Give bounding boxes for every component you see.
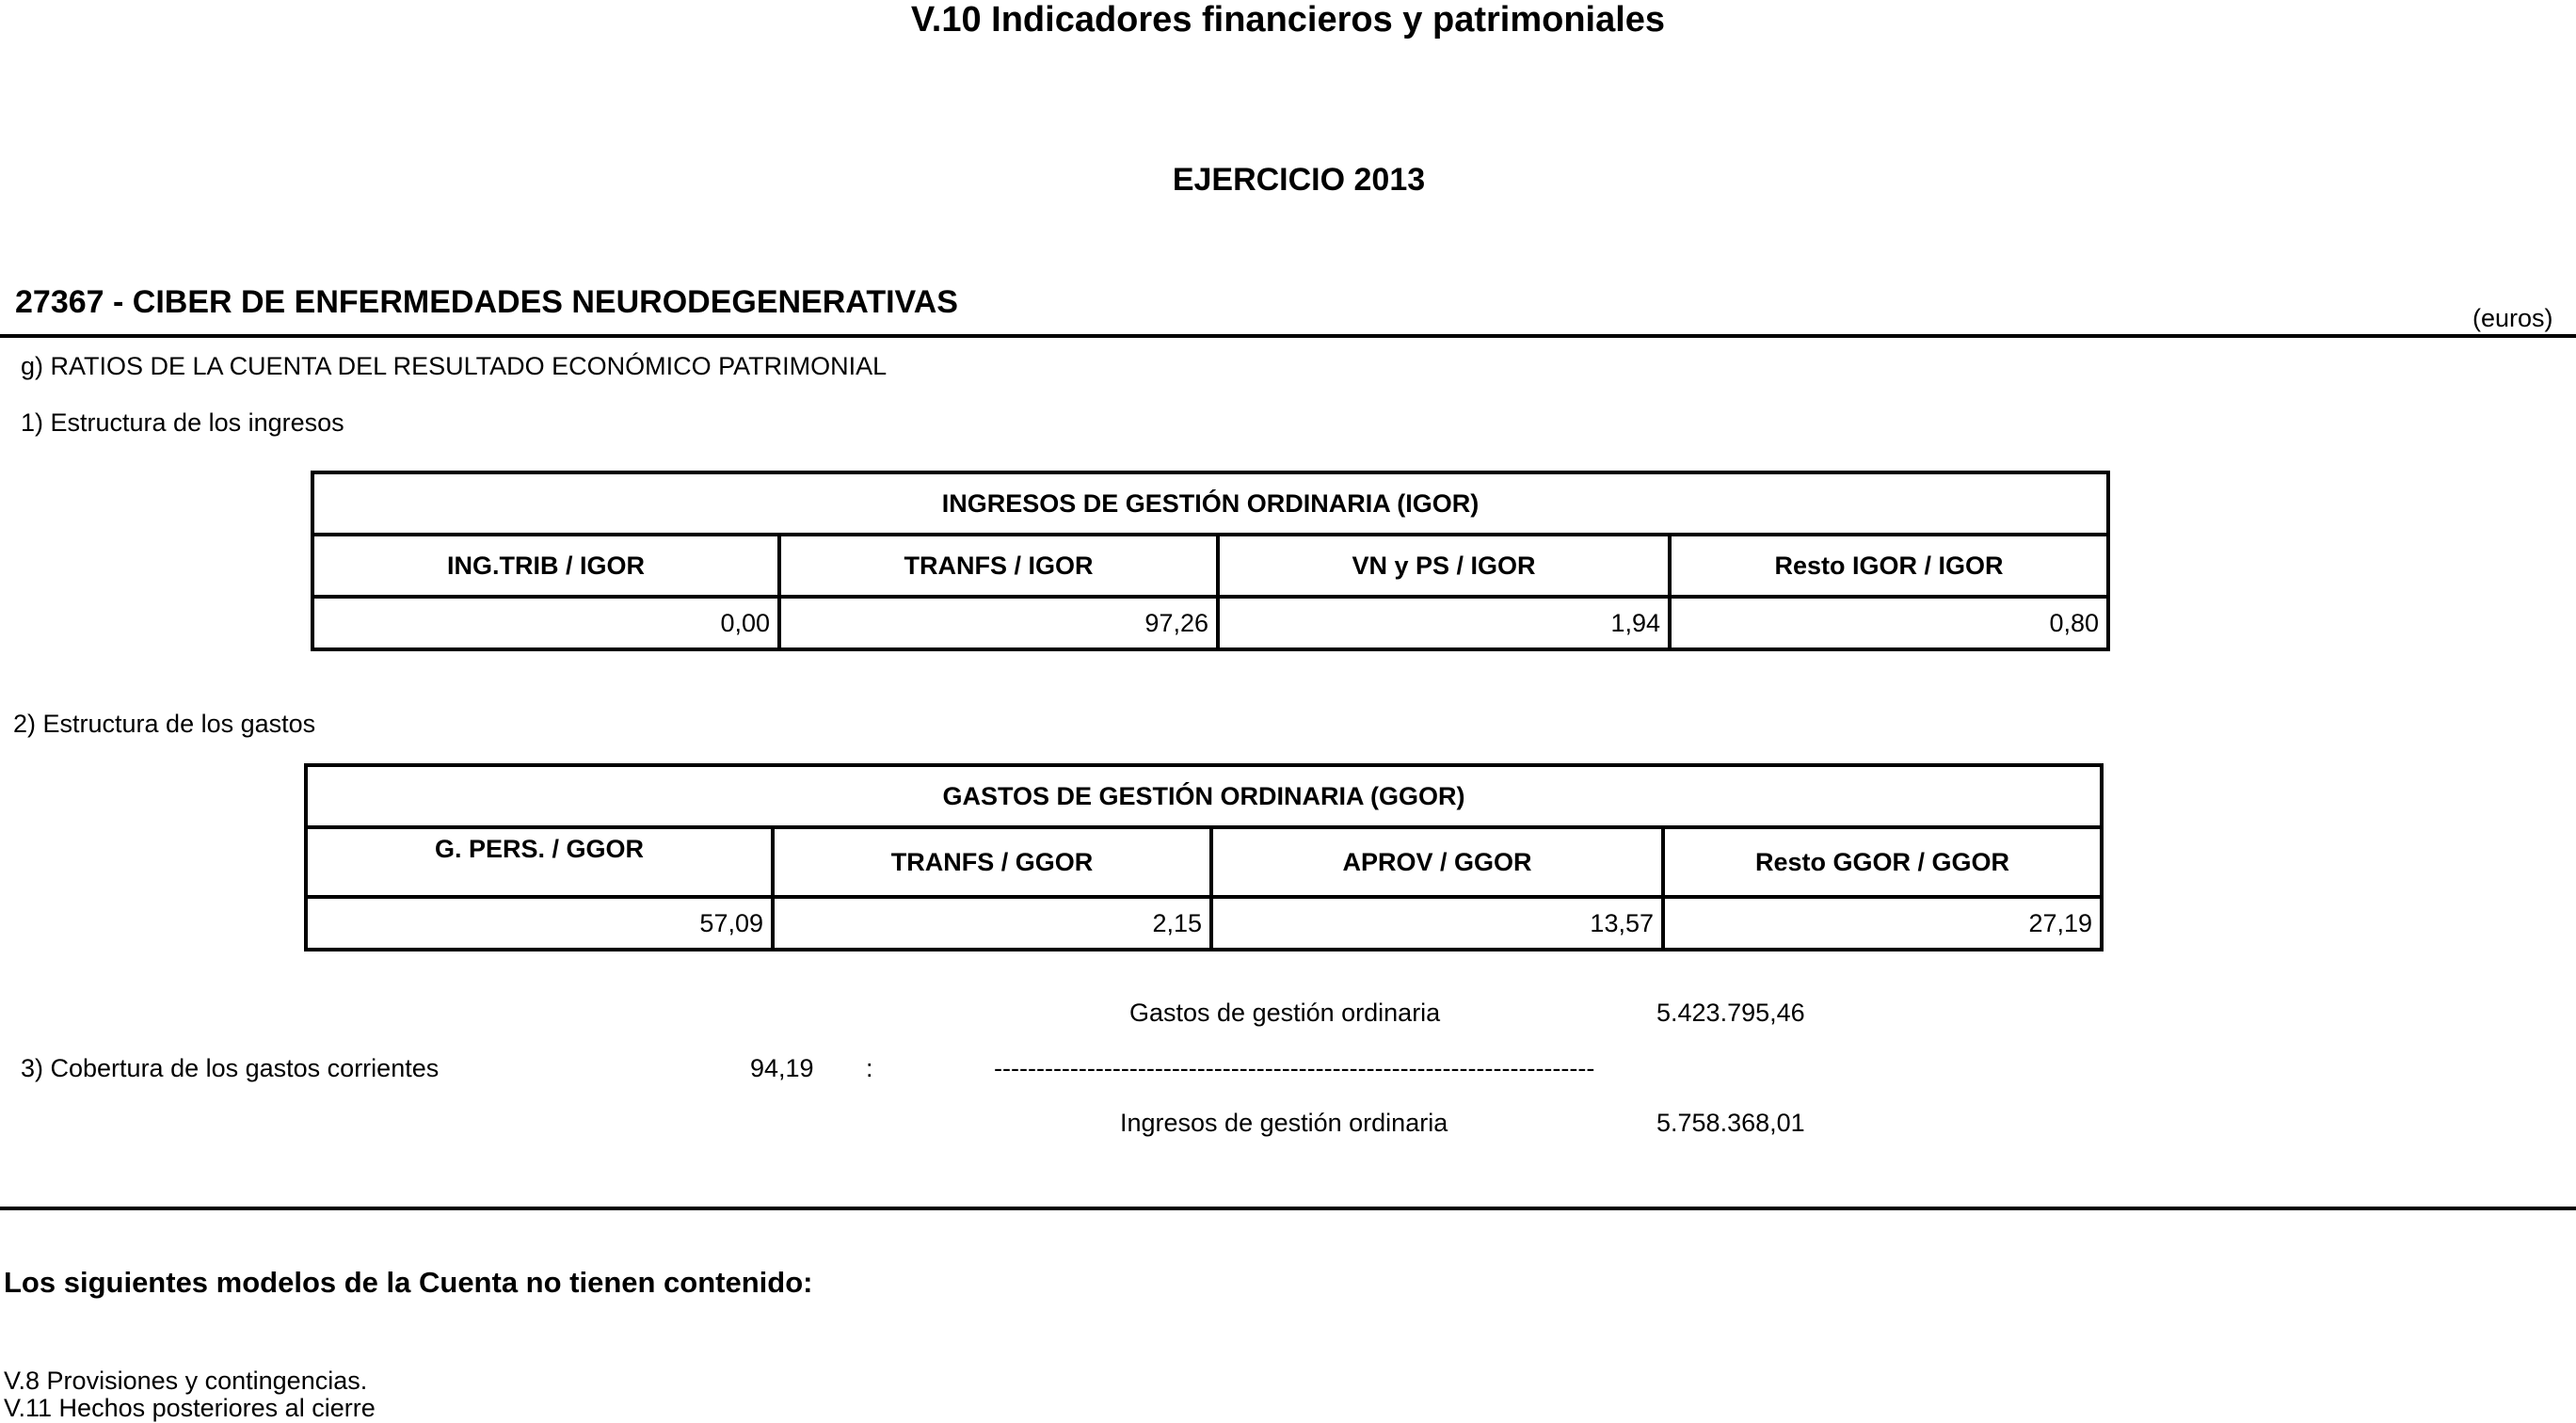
denominator-label: Ingresos de gestión ordinaria <box>1120 1109 1448 1137</box>
col-header-resto-igor: Resto IGOR / IGOR <box>1670 535 2108 597</box>
value-vn-ps-igor: 1,94 <box>1218 597 1670 649</box>
empty-models-note: Los siguientes modelos de la Cuenta no tienen contenido: <box>4 1266 813 1299</box>
col-header-aprov-ggor: APROV / GGOR <box>1211 827 1663 897</box>
denominator-value: 5.758.368,01 <box>1656 1109 1805 1137</box>
footer-item-hechos: V.11 Hechos posteriores al cierre <box>4 1394 376 1422</box>
ingresos-ratio-table <box>311 471 2110 651</box>
entity-name: 27367 - CIBER DE ENFERMEDADES NEURODEGENERATIVAS <box>15 284 958 320</box>
value-resto-ggor: 27,19 <box>1663 897 2102 950</box>
value-ing-trib: 0,00 <box>312 597 779 649</box>
col-header-vn-ps-igor: VN y PS / IGOR <box>1218 535 1670 597</box>
col-header-resto-ggor: Resto GGOR / GGOR <box>1663 827 2102 897</box>
cobertura-value: 94,19 <box>750 1054 814 1082</box>
cobertura-colon: : <box>866 1054 873 1082</box>
numerator-value: 5.423.795,46 <box>1656 999 1805 1027</box>
header-divider <box>0 334 2576 338</box>
gastos-label: 2) Estructura de los gastos <box>13 710 316 738</box>
section-heading: g) RATIOS DE LA CUENTA DEL RESULTADO ECONÓMICO PATRIMONIAL <box>21 352 888 380</box>
numerator-label: Gastos de gestión ordinaria <box>1129 999 1441 1027</box>
value-resto-igor: 0,80 <box>1670 597 2108 649</box>
value-g-pers: 57,09 <box>306 897 773 950</box>
ingresos-table-title: INGRESOS DE GESTIÓN ORDINARIA (IGOR) <box>312 472 2108 535</box>
gastos-table-title: GASTOS DE GESTIÓN ORDINARIA (GGOR) <box>306 765 2102 827</box>
value-tranfs-ggor: 2,15 <box>773 897 1211 950</box>
gastos-ratio-table <box>304 763 2104 951</box>
col-header-tranfs-igor: TRANFS / IGOR <box>779 535 1218 597</box>
col-header-g-pers: G. PERS. / GGOR <box>306 827 773 897</box>
page-title: V.10 Indicadores financieros y patrimoniales <box>910 0 1666 40</box>
footer-item-provisiones: V.8 Provisiones y contingencias. <box>4 1367 368 1395</box>
fiscal-year-heading: EJERCICIO 2013 <box>1172 162 1426 198</box>
cobertura-label: 3) Cobertura de los gastos corrientes <box>21 1054 440 1082</box>
col-header-ing-trib: ING.TRIB / IGOR <box>312 535 779 597</box>
fraction-line: ----------------------------------------------------------------------- <box>994 1054 1595 1082</box>
value-tranfs-igor: 97,26 <box>779 597 1218 649</box>
ingresos-label: 1) Estructura de los ingresos <box>21 408 344 437</box>
value-aprov-ggor: 13,57 <box>1211 897 1663 950</box>
currency-units: (euros) <box>2472 304 2553 332</box>
col-header-tranfs-ggor: TRANFS / GGOR <box>773 827 1211 897</box>
footer-divider <box>0 1207 2576 1210</box>
